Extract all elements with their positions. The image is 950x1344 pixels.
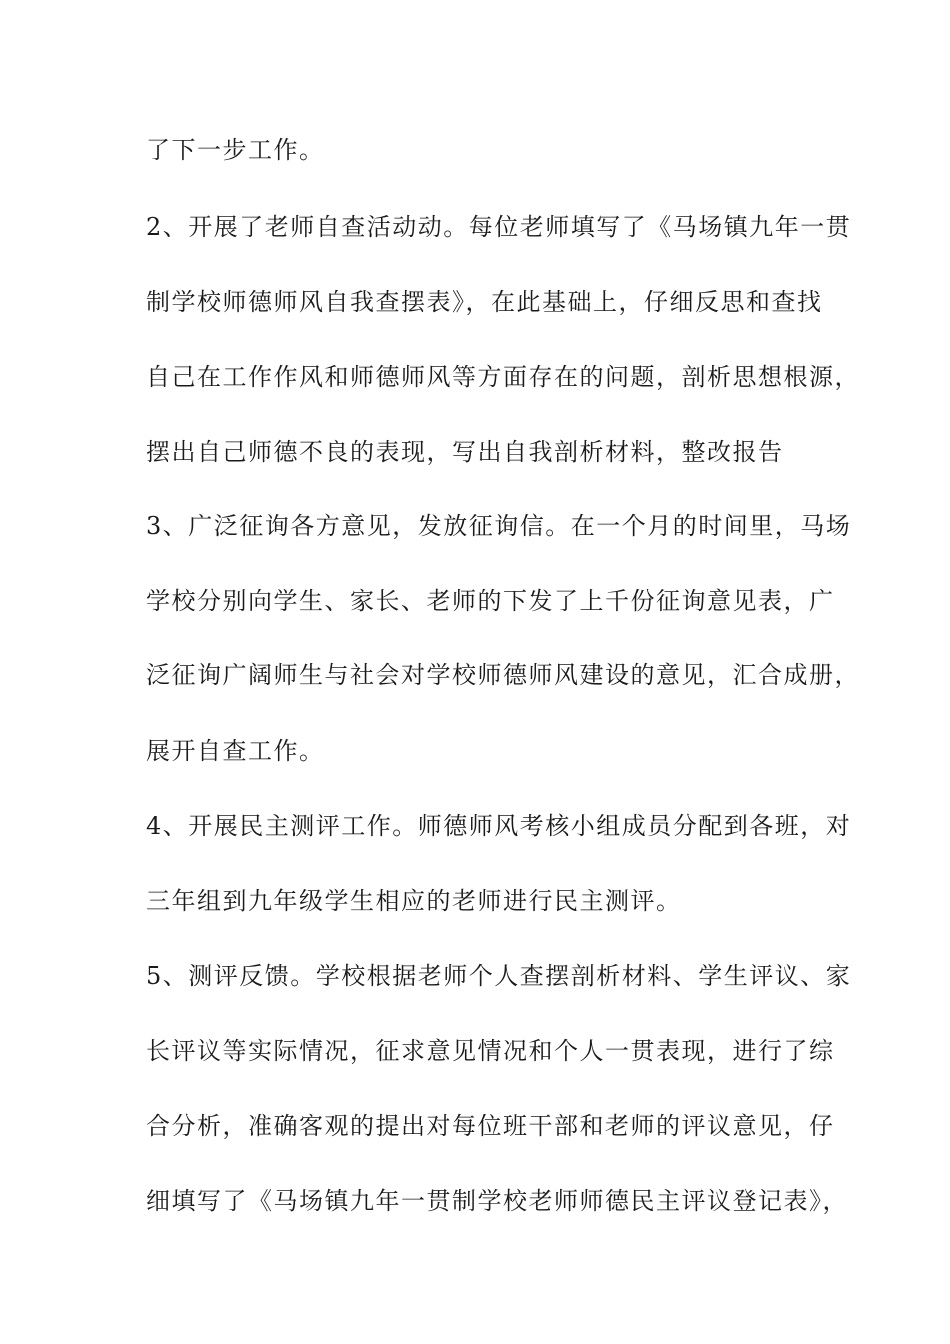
text-line: 摆出自己师德不良的表现，写出自我剖析材料，整改报告 bbox=[146, 438, 784, 466]
text-line: 4、开展民主测评工作。师德师风考核小组成员分配到各班，对 bbox=[146, 812, 852, 840]
text-line: 2、开展了老师自查活动动。每位老师填写了《马场镇九年一贯 bbox=[146, 213, 852, 241]
text-line: 3、广泛征询各方意见，发放征询信。在一个月的时间里，马场 bbox=[146, 512, 852, 540]
text-line: 泛征询广阔师生与社会对学校师德师风建设的意见，汇合成册， bbox=[146, 661, 860, 689]
text-line: 长评议等实际情况，征求意见情况和个人一贯表现，进行了综 bbox=[146, 1037, 835, 1065]
text-line: 5、测评反馈。学校根据老师个人查摆剖析材料、学生评议、家 bbox=[146, 962, 852, 990]
text-line: 自己在工作作风和师德师风等方面存在的问题，剖析思想根源， bbox=[146, 363, 860, 391]
text-line: 制学校师德师风自我查摆表》，在此基础上，仔细反思和查找 bbox=[146, 288, 823, 316]
text-line: 了下一步工作。 bbox=[146, 136, 325, 164]
text-line: 细填写了《马场镇九年一贯制学校老师师德民主评议登记表》， bbox=[146, 1187, 848, 1215]
text-line: 三年组到九年级学生相应的老师进行民主测评。 bbox=[146, 887, 682, 915]
text-line: 展开自查工作。 bbox=[146, 737, 325, 765]
text-line: 合分析，准确客观的提出对每位班干部和老师的评议意见，仔 bbox=[146, 1112, 835, 1140]
text-line: 学校分别向学生、家长、老师的下发了上千份征询意见表，广 bbox=[146, 587, 835, 615]
